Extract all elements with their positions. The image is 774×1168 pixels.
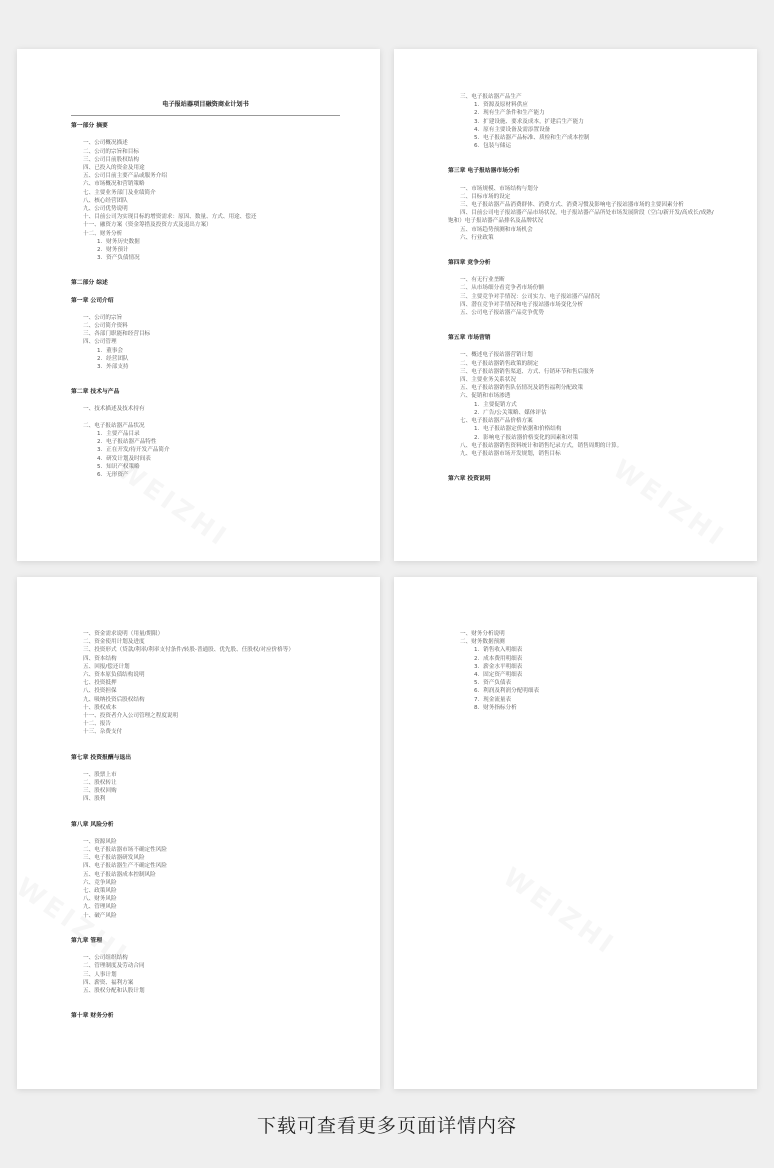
outline-subitem: 2．电子报站器产品特性 — [97, 439, 157, 446]
outline-item: 五、市场趋势预测和市场机会 — [460, 226, 533, 233]
outline-subitem: 3．正在开发/待开发产品简介 — [97, 447, 170, 454]
outline-item: 十一、融资方案（资金筹措及投资方式及退出方案） — [83, 222, 212, 229]
outline-subitem: 2．经营团队 — [97, 355, 129, 362]
outline-subitem: 1．销售收入明细表 — [474, 647, 523, 654]
outline-item: 九、吸纳投资后股权结构 — [83, 696, 145, 703]
outline-item: 五、电子报站器成本控制风险 — [83, 871, 156, 878]
outline-subitem: 3．资产负债情况 — [97, 255, 140, 262]
outline-subitem: 4．固定资产明细表 — [474, 672, 523, 679]
outline-item: 二、财务数据预测 — [460, 639, 505, 646]
document-page-4 — [394, 577, 757, 1089]
outline-subitem: 1．主要产品目录 — [97, 430, 140, 437]
watermark-logo — [497, 862, 621, 961]
outline-item: 一、市场规模、市场结构与划分 — [460, 185, 539, 192]
outline-item: 六、竞争风险 — [83, 879, 117, 886]
outline-item: 四、电子报站器生产不确定性风险 — [83, 863, 167, 870]
outline-list — [71, 838, 340, 920]
page-4-content — [448, 630, 717, 712]
outline-item-wrapped: 四、目前公司电子报站器产品市场状况，电子报站器产品所处市场发展阶段（空白/新开发/高成长/成熟/饱和）电子报站器产品排名及品牌状况 — [448, 210, 714, 225]
chapter-heading: 第三章 电子报站器市场分析 — [448, 168, 520, 175]
outline-item: 十二、财务分析 — [83, 230, 123, 237]
outline-item: 一、财务分析说明 — [460, 631, 505, 637]
outline-item: 一、公司概况描述 — [83, 140, 128, 147]
outline-item: 四、薪资、福利方案 — [83, 979, 134, 986]
outline-item: 一、有无行业垄断 — [460, 277, 505, 284]
chapter-heading: 第八章 风险分析 — [71, 821, 114, 828]
outline-item: 一、资源风险 — [83, 838, 117, 845]
outline-item: 十、股权成本 — [83, 704, 117, 711]
outline-item: 七、政策风险 — [83, 888, 117, 895]
outline-item-wrapped: 三、电子报站器产品消费群体、消费方式、消费习惯及影响电子报站器市场的主要因素分析 — [460, 202, 684, 209]
outline-item: 四、公司管理 — [83, 339, 117, 346]
outline-item: 八、投资担保 — [83, 688, 117, 695]
outline-item: 七、投资抵押 — [83, 680, 117, 687]
outline-list — [448, 351, 717, 400]
outline-item: 十、破产风险 — [83, 912, 117, 919]
outline-subitem: 2．影响电子报站器价格变化的因素和对策 — [474, 434, 579, 441]
outline-item: 十一、投资者介入公司管理之程度说明 — [83, 713, 179, 720]
outline-item: 五、股权分配和认股计划 — [83, 987, 145, 994]
outline-item: 一、公司组织结构 — [83, 955, 128, 962]
outline-item: 一、股票上市 — [83, 771, 117, 778]
outline-subitem: 6．无形资产 — [97, 471, 129, 478]
outline-subitem: 7．现金流量表 — [474, 696, 512, 703]
outline-list — [448, 417, 717, 425]
outline-item: 三、电子报站器产品生产 — [460, 94, 522, 100]
outline-item: 十三、杂费支付 — [83, 729, 123, 736]
outline-item: 三、各部门职能和经营目标 — [83, 331, 151, 338]
page-1-content — [71, 101, 340, 479]
outline-item: 十、目前公司为实现目标的增资需求：原因、数量、方式、用途、偿还 — [83, 214, 257, 221]
chapter-heading: 第九章 管理 — [71, 937, 103, 944]
outline-item: 六、市场概况和营销策略 — [83, 181, 145, 188]
outline-subitem: 5．知识产权策略 — [97, 463, 140, 470]
outline-subitem: 3．外部支持 — [97, 364, 129, 371]
outline-item: 十二、报告 — [83, 721, 111, 728]
document-page-3 — [17, 577, 380, 1089]
outline-sublist — [448, 101, 717, 150]
outline-item: 九、管理风险 — [83, 904, 117, 911]
outline-item: 五、公司目前主要产品或服务介绍 — [83, 173, 167, 180]
outline-item: 三、投资形式（贷款/利率/利率支付条件/转股-普通股、优先股、任股权/对应价格等） — [83, 647, 294, 654]
outline-subitem: 6．包装与储运 — [474, 143, 512, 150]
outline-list — [71, 422, 340, 430]
outline-item: 六、行业政策 — [460, 234, 494, 241]
download-more-caption: 下载可查看更多页面详情内容 — [256, 1115, 517, 1137]
outline-sublist — [71, 430, 340, 479]
outline-item: 九、电子报站器市场开发规划，销售目标 — [460, 450, 561, 457]
document-page-1 — [17, 49, 380, 561]
outline-subitem: 3．扩建设施、要求及成本，扩建后生产能力 — [474, 118, 584, 125]
chapter-heading: 第四章 竞争分析 — [448, 260, 491, 267]
outline-list — [71, 771, 340, 804]
outline-subitem: 2．现有生产条件和生产能力 — [474, 110, 545, 117]
outline-item: 一、公司的宗旨 — [83, 314, 123, 321]
outline-item: 五、回报/偿还计划 — [83, 663, 130, 670]
outline-subitem: 8．财务指标分析 — [474, 704, 517, 711]
outline-item: 三、电子报站器研发风险 — [83, 855, 145, 862]
outline-subitem: 1．资源及原材料供应 — [474, 102, 528, 109]
outline-item: 七、电子报站器产品价格方案 — [460, 418, 533, 425]
outline-item: 二、电子报站器产品状况 — [83, 422, 145, 429]
outline-item: 八、核心经营团队 — [83, 197, 128, 204]
outline-list — [448, 276, 717, 317]
outline-list — [448, 93, 717, 101]
document-page-2 — [394, 49, 757, 561]
outline-subitem: 3．薪金水平明细表 — [474, 663, 523, 670]
outline-item: 四、潜在竞争对手情况和电子报站器市场变化分析 — [460, 301, 584, 308]
outline-subitem: 4．研发计划及时间表 — [97, 455, 151, 462]
outline-subitem: 5．电子报站器产品标准、质检和生产成本控制 — [474, 135, 590, 142]
outline-item: 二、公司的宗旨和目标 — [83, 148, 139, 155]
outline-item: 一、资金需求说明（用量/期限） — [83, 631, 164, 637]
outline-item: 六、资本原负债结构说明 — [83, 672, 145, 679]
outline-subitem: 1．电子报站器定价依据和价格结构 — [474, 426, 562, 433]
outline-item: 二、管理制度及劳动合同 — [83, 963, 145, 970]
outline-item: 二、公司简介资料 — [83, 323, 128, 330]
outline-subitem: 6．利润及利润分配明细表 — [474, 688, 540, 695]
outline-subitem: 2．成本费用明细表 — [474, 655, 523, 662]
outline-subitem: 5．资产负债表 — [474, 680, 512, 687]
outline-subitem: 4．原有主要设备及需添置设备 — [474, 126, 551, 133]
outline-item: 八、电子报站器销售资料统计和销售纪录方式，销售周期的计算。 — [460, 442, 623, 449]
section-heading: 第一部分 摘要 — [71, 123, 108, 130]
outline-item: 二、电子报站器销售政策的制定 — [460, 360, 539, 367]
outline-item: 三、股权回购 — [83, 788, 117, 795]
outline-item: 八、财务风险 — [83, 896, 117, 903]
outline-subitem: 1．主要促销方式 — [474, 401, 517, 408]
outline-list — [71, 314, 340, 347]
outline-sublist — [448, 646, 717, 712]
outline-list — [448, 185, 717, 201]
chapter-heading: 第六章 投资说明 — [448, 476, 491, 483]
outline-sublist — [448, 425, 717, 441]
outline-list — [71, 405, 340, 413]
outline-item: 四、主要业务关系状况 — [460, 377, 516, 384]
outline-item: 一、技术描述及技术持有 — [83, 406, 145, 413]
outline-item: 三、主要竞争对手情况：公司实力、电子报站器产品情况 — [460, 293, 600, 300]
outline-item: 一、概述电子报站器营销计划 — [460, 352, 533, 359]
outline-subitem: 2．财务预计 — [97, 247, 129, 254]
outline-item: 六、促销和市场渗透 — [460, 393, 511, 400]
page-3-content — [71, 630, 340, 1029]
chapter-heading: 第五章 市场营销 — [448, 335, 491, 342]
outline-item: 三、电子报站器销售渠道、方式、行销环节和售后服务 — [460, 368, 595, 375]
chapter-heading: 第二章 技术与产品 — [71, 389, 120, 396]
outline-item: 二、目标市场的设定 — [460, 193, 511, 200]
outline-sublist — [71, 238, 340, 263]
outline-list — [448, 442, 717, 458]
outline-item: 五、电子报站器销售队伍情况及销售福利分配政策 — [460, 385, 584, 392]
chapter-heading: 第七章 投资报酬与退出 — [71, 754, 131, 761]
outline-list — [448, 630, 717, 646]
outline-subitem: 1．财务历史数据 — [97, 238, 140, 245]
outline-item: 二、从市场细分看竞争者市场份额 — [460, 285, 544, 292]
outline-item: 九、公司优势说明 — [83, 206, 128, 213]
chapter-heading: 第一章 公司介绍 — [71, 297, 114, 304]
outline-item: 四、资本结构 — [83, 655, 117, 662]
outline-list — [448, 226, 717, 242]
outline-sublist — [448, 401, 717, 417]
page-2-content — [448, 93, 717, 492]
outline-item: 二、股权转让 — [83, 780, 117, 787]
outline-item: 七、主要业务部门及业绩简介 — [83, 189, 156, 196]
chapter-heading: 第十章 财务分析 — [71, 1013, 114, 1020]
outline-subitem: 2．广告/公关策略、媒体评估 — [474, 409, 547, 416]
outline-item: 四、已投入的资金及用途 — [83, 165, 145, 172]
outline-item: 二、电子报站器市场不确定性风险 — [83, 847, 167, 854]
outline-item: 四、股利 — [83, 796, 106, 803]
outline-item: 三、人事计划 — [83, 971, 117, 978]
outline-item: 二、资金使用计划及进度 — [83, 639, 145, 646]
document-title: 电子报站器项目融资商业计划书 — [71, 101, 340, 116]
outline-item: 五、公司电子报站器产品竞争优势 — [460, 310, 544, 317]
outline-list — [71, 954, 340, 995]
outline-list — [71, 630, 340, 737]
outline-item: 三、公司目前股权结构 — [83, 156, 139, 163]
outline-sublist — [71, 347, 340, 372]
outline-list — [71, 139, 340, 237]
section-heading: 第二部分 综述 — [71, 280, 108, 287]
outline-subitem: 1．董事会 — [97, 347, 123, 354]
